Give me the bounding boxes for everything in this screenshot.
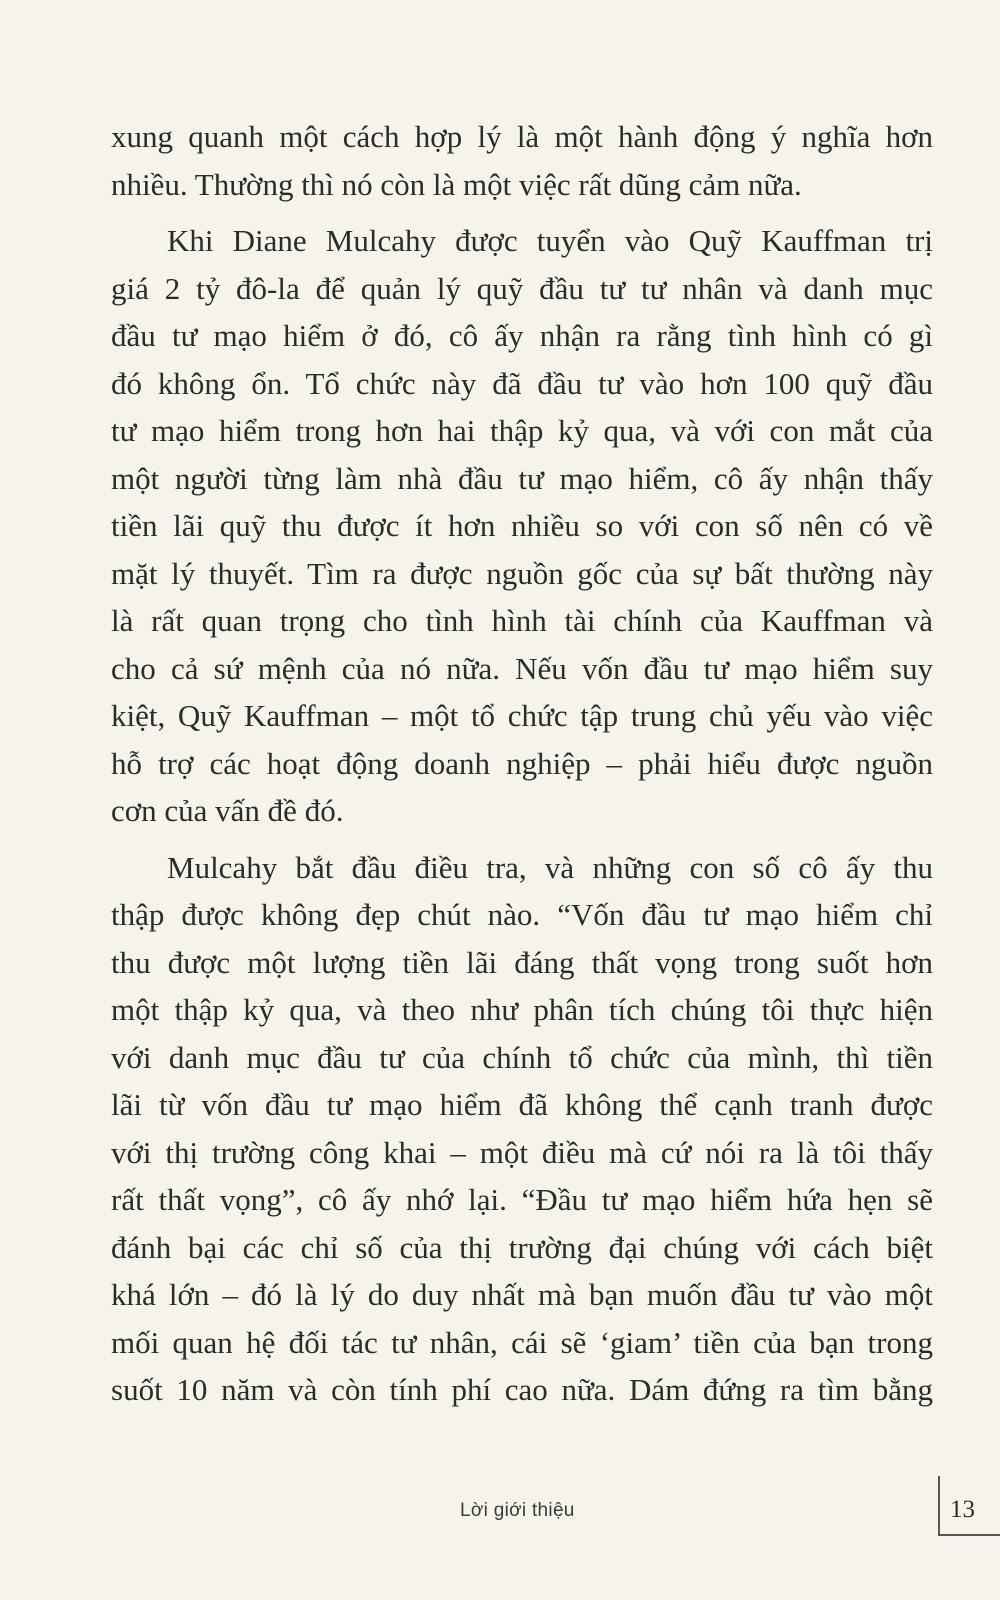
text-line: rất thất vọng”, cô ấy nhớ lại. “Đầu tư mạo hiểm hứa hẹn sẽ [111, 1182, 933, 1217]
paragraph-2 [111, 217, 933, 835]
text-line: mặt lý thuyết. Tìm ra được nguồn gốc của sự bất thường này [111, 555, 933, 591]
text-line: đó không ổn. Tổ chức này đã đầu tư vào hơn 100 quỹ đầu [111, 365, 933, 401]
text-line: một thập kỷ qua, và theo như phân tích chúng tôi thực hiện [111, 992, 933, 1027]
text-line: lãi từ vốn đầu tư mạo hiểm đã không thể cạnh tranh được [111, 1087, 933, 1122]
text-line: giá 2 tỷ đô-la để quản lý quỹ đầu tư tư nhân và danh mục [111, 270, 933, 306]
running-footer-chapter-title: Lời giới thiệu [460, 1500, 575, 1521]
text-line: một người từng làm nhà đầu tư mạo hiểm, cô ấy nhận thấy [111, 460, 933, 496]
paragraph-3 [111, 844, 933, 1414]
text-line: thu được một lượng tiền lãi đáng thất vọng trong suốt hơn [111, 944, 933, 980]
text-line: khá lớn – đó là lý do duy nhất mà bạn muốn đầu tư vào một [111, 1277, 933, 1312]
text-line: cho cả sứ mệnh của nó nữa. Nếu vốn đầu tư mạo hiểm suy [111, 650, 933, 686]
text-line: Khi Diane Mulcahy được tuyển vào Quỹ Kauffman trị [167, 223, 933, 258]
text-line: hỗ trợ các hoạt động doanh nghiệp – phải hiểu được nguồn [111, 745, 933, 781]
text-line: thập được không đẹp chút nào. “Vốn đầu tư mạo hiểm chỉ [111, 897, 933, 932]
text-line: nhiều. Thường thì nó còn là một việc rất dũng cảm nữa. [111, 166, 802, 202]
page-number: 13 [950, 1496, 975, 1523]
text-line: tiền lãi quỹ thu được ít hơn nhiều so với con số nên có về [111, 508, 933, 543]
text-line: với thị trường công khai – một điều mà cứ nói ra là tôi thấy [111, 1134, 933, 1170]
text-line: là rất quan trọng cho tình hình tài chính của Kauffman và [111, 603, 933, 638]
text-line: tư mạo hiểm trong hơn hai thập kỷ qua, và với con mắt của [111, 413, 933, 448]
text-line: xung quanh một cách hợp lý là một hành động ý nghĩa hơn [111, 119, 933, 154]
text-line: cơn của vấn đề đó. [111, 793, 344, 828]
text-line: đánh bại các chỉ số của thị trường đại chúng với cách biệt [111, 1229, 933, 1265]
text-line: mối quan hệ đối tác tư nhân, cái sẽ ‘giam’ tiền của bạn trong [111, 1324, 933, 1360]
body-text [111, 113, 933, 1414]
text-line: với danh mục đầu tư của chính tổ chức của mình, thì tiền [111, 1039, 933, 1075]
text-line: suốt 10 năm và còn tính phí cao nữa. Dám đứng ra tìm bằng [111, 1372, 933, 1407]
text-line: Mulcahy bắt đầu điều tra, và những con số cô ấy thu [167, 849, 933, 885]
paragraph-1 [111, 113, 933, 208]
text-line: kiệt, Quỹ Kauffman – một tổ chức tập trung chủ yếu vào việc [111, 698, 933, 733]
text-line: đầu tư mạo hiểm ở đó, cô ấy nhận ra rằng tình hình có gì [111, 318, 933, 353]
